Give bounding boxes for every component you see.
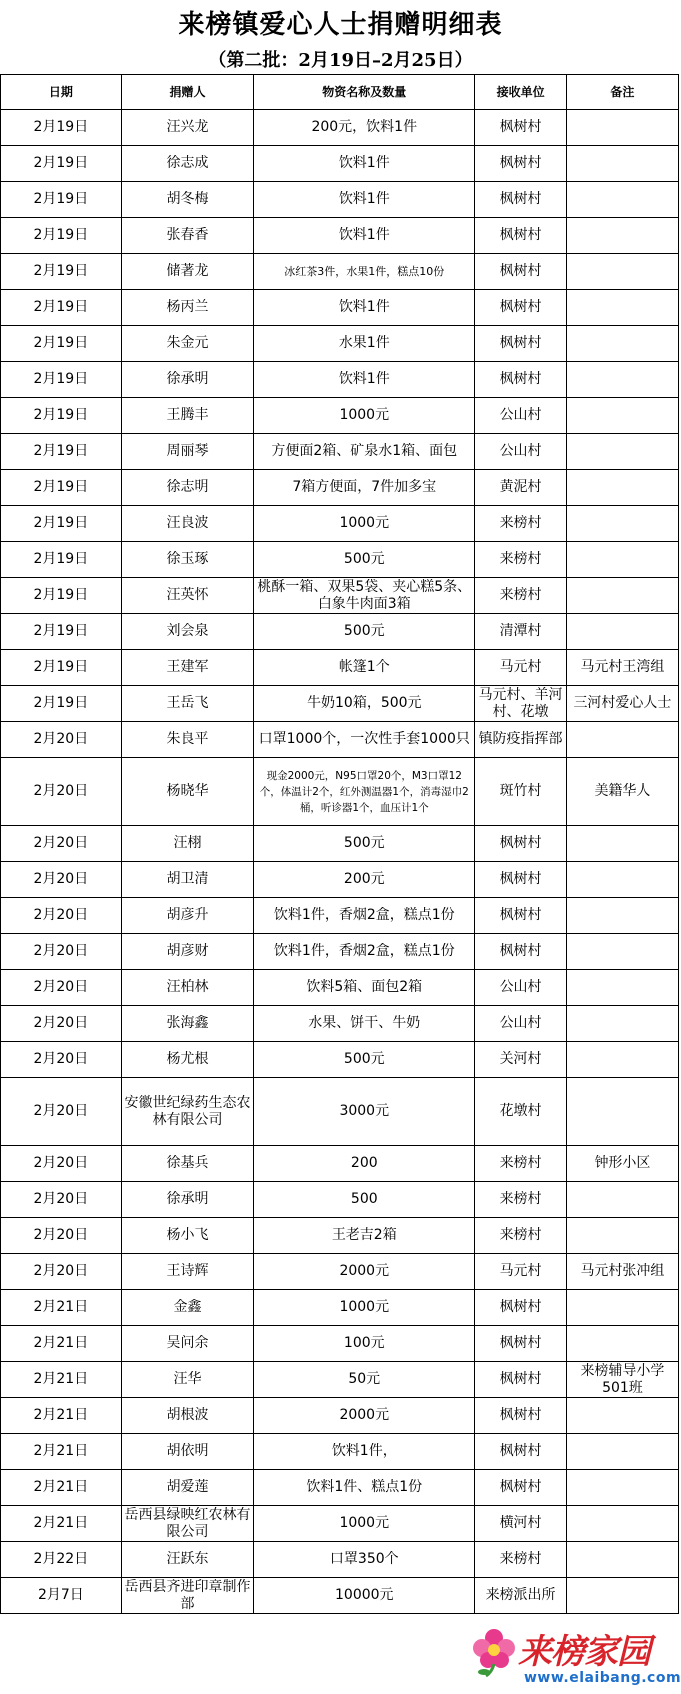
cell-note: [566, 1434, 678, 1470]
cell-donor: 储著龙: [121, 254, 254, 290]
cell-receiver: 来榜村: [475, 1218, 567, 1254]
table-row: [1, 362, 679, 398]
cell-donor: 王岳飞: [121, 686, 254, 722]
table-row: [1, 1290, 679, 1326]
cell-date: 2月19日: [1, 542, 122, 578]
cell-items: 现金2000元，N95口罩20个，M3口罩12个，体温计2个，红外测温器1个，消毒湿巾2桶，听诊器1个，血压计1个: [254, 758, 475, 826]
cell-receiver: 公山村: [475, 434, 567, 470]
cell-note: [566, 398, 678, 434]
cell-date: 2月20日: [1, 1042, 122, 1078]
table-row: [1, 146, 679, 182]
cell-receiver: 来榜村: [475, 506, 567, 542]
cell-date: 2月19日: [1, 110, 122, 146]
cell-receiver: 清潭村: [475, 614, 567, 650]
cell-donor: 徐承明: [121, 1182, 254, 1218]
cell-items: 500元: [254, 542, 475, 578]
table-row: [1, 506, 679, 542]
cell-note: [566, 1290, 678, 1326]
cell-note: 三河村爱心人士: [566, 686, 678, 722]
table-row: [1, 182, 679, 218]
cell-items: 牛奶10箱，500元: [254, 686, 475, 722]
site-logo: [460, 1620, 681, 1694]
cell-items: 100元: [254, 1326, 475, 1362]
cell-receiver: 枫树村: [475, 362, 567, 398]
header-items: 物资名称及数量: [254, 75, 475, 110]
table-row: [1, 398, 679, 434]
cell-date: 2月21日: [1, 1506, 122, 1542]
cell-note: [566, 1326, 678, 1362]
cell-note: [566, 362, 678, 398]
cell-donor: 杨尤根: [121, 1042, 254, 1078]
cell-receiver: 公山村: [475, 398, 567, 434]
cell-donor: 胡卫清: [121, 862, 254, 898]
cell-items: 口罩350个: [254, 1542, 475, 1578]
cell-receiver: 来榜村: [475, 1146, 567, 1182]
cell-note: [566, 146, 678, 182]
cell-date: 2月21日: [1, 1326, 122, 1362]
cell-items: 方便面2箱、矿泉水1箱、面包: [254, 434, 475, 470]
cell-items: 帐篷1个: [254, 650, 475, 686]
cell-note: [566, 1506, 678, 1542]
cell-donor: 杨小飞: [121, 1218, 254, 1254]
table-row: [1, 578, 679, 614]
cell-items: 冰红茶3件，水果1件，糕点10份: [254, 254, 475, 290]
table-row: [1, 1362, 679, 1398]
cell-items: 1000元: [254, 1290, 475, 1326]
cell-donor: 胡彦升: [121, 898, 254, 934]
cell-date: 2月22日: [1, 1542, 122, 1578]
table-row: [1, 326, 679, 362]
cell-date: 2月20日: [1, 1146, 122, 1182]
table-row: [1, 1254, 679, 1290]
table-row: [1, 862, 679, 898]
cell-receiver: 公山村: [475, 970, 567, 1006]
cell-note: 马元村王湾组: [566, 650, 678, 686]
cell-receiver: 花墩村: [475, 1078, 567, 1146]
cell-date: 2月19日: [1, 470, 122, 506]
cell-note: [566, 326, 678, 362]
cell-donor: 徐玉琢: [121, 542, 254, 578]
cell-receiver: 枫树村: [475, 290, 567, 326]
cell-donor: 杨晓华: [121, 758, 254, 826]
table-row: [1, 1146, 679, 1182]
cell-items: 3000元: [254, 1078, 475, 1146]
cell-date: 2月21日: [1, 1470, 122, 1506]
cell-date: 2月19日: [1, 506, 122, 542]
cell-donor: 张海鑫: [121, 1006, 254, 1042]
cell-date: 2月19日: [1, 362, 122, 398]
cell-note: [566, 470, 678, 506]
cell-note: [566, 898, 678, 934]
cell-donor: 胡彦财: [121, 934, 254, 970]
cell-note: [566, 182, 678, 218]
cell-donor: 汪栩: [121, 826, 254, 862]
cell-items: 500元: [254, 826, 475, 862]
cell-note: [566, 826, 678, 862]
cell-date: 2月21日: [1, 1434, 122, 1470]
cell-items: 水果1件: [254, 326, 475, 362]
cell-receiver: 枫树村: [475, 218, 567, 254]
page-title: 来榜镇爱心人士捐赠明细表: [178, 9, 503, 40]
cell-date: 2月20日: [1, 826, 122, 862]
cell-date: 2月19日: [1, 218, 122, 254]
cell-items: 1000元: [254, 398, 475, 434]
cell-receiver: 枫树村: [475, 254, 567, 290]
table-row: [1, 1006, 679, 1042]
cell-receiver: 枫树村: [475, 1362, 567, 1398]
cell-note: [566, 1578, 678, 1614]
cell-donor: 汪良波: [121, 506, 254, 542]
cell-note: [566, 1398, 678, 1434]
cell-donor: 朱金元: [121, 326, 254, 362]
table-row: [1, 1578, 679, 1614]
cell-note: 来榜辅导小学501班: [566, 1362, 678, 1398]
cell-donor: 徐承明: [121, 362, 254, 398]
cell-donor: 汪兴龙: [121, 110, 254, 146]
cell-date: 2月7日: [1, 1578, 122, 1614]
cell-donor: 胡根波: [121, 1398, 254, 1434]
cell-date: 2月19日: [1, 578, 122, 614]
cell-items: 10000元: [254, 1578, 475, 1614]
cell-donor: 胡爱莲: [121, 1470, 254, 1506]
table-row: [1, 1506, 679, 1542]
table-row: [1, 218, 679, 254]
cell-receiver: 枫树村: [475, 182, 567, 218]
cell-donor: 周丽琴: [121, 434, 254, 470]
cell-donor: 王建军: [121, 650, 254, 686]
cell-donor: 岳西县齐进印章制作部: [121, 1578, 254, 1614]
cell-items: 饮料1件: [254, 218, 475, 254]
table-row: [1, 1042, 679, 1078]
cell-date: 2月20日: [1, 862, 122, 898]
cell-note: [566, 290, 678, 326]
table-row: [1, 1182, 679, 1218]
cell-donor: 汪跃东: [121, 1542, 254, 1578]
cell-receiver: 镇防疫指挥部: [475, 722, 567, 758]
cell-items: 50元: [254, 1362, 475, 1398]
cell-items: 200: [254, 1146, 475, 1182]
cell-receiver: 枫树村: [475, 146, 567, 182]
cell-receiver: 马元村: [475, 650, 567, 686]
cell-receiver: 枫树村: [475, 1434, 567, 1470]
cell-items: 饮料1件: [254, 182, 475, 218]
cell-receiver: 枫树村: [475, 862, 567, 898]
cell-receiver: 马元村: [475, 1254, 567, 1290]
cell-receiver: 公山村: [475, 1006, 567, 1042]
cell-date: 2月19日: [1, 434, 122, 470]
cell-date: 2月20日: [1, 758, 122, 826]
cell-receiver: 来榜派出所: [475, 1578, 567, 1614]
cell-note: [566, 218, 678, 254]
cell-items: 500元: [254, 614, 475, 650]
cell-date: 2月19日: [1, 614, 122, 650]
cell-note: [566, 1078, 678, 1146]
cell-date: 2月20日: [1, 722, 122, 758]
cell-date: 2月20日: [1, 1006, 122, 1042]
cell-receiver: 横河村: [475, 1506, 567, 1542]
cell-note: [566, 614, 678, 650]
cell-receiver: 枫树村: [475, 934, 567, 970]
cell-items: 王老吉2箱: [254, 1218, 475, 1254]
cell-date: 2月20日: [1, 1078, 122, 1146]
table-row: [1, 970, 679, 1006]
cell-note: 钟形小区: [566, 1146, 678, 1182]
cell-donor: 杨丙兰: [121, 290, 254, 326]
table-row: [1, 434, 679, 470]
table-row: [1, 1542, 679, 1578]
cell-items: 1000元: [254, 1506, 475, 1542]
cell-note: [566, 506, 678, 542]
table-row: [1, 1078, 679, 1146]
cell-items: 1000元: [254, 506, 475, 542]
cell-donor: 吴问余: [121, 1326, 254, 1362]
cell-note: [566, 1218, 678, 1254]
cell-note: [566, 542, 678, 578]
cell-donor: 金鑫: [121, 1290, 254, 1326]
cell-items: 饮料1件: [254, 362, 475, 398]
cell-items: 水果、饼干、牛奶: [254, 1006, 475, 1042]
cell-receiver: 枫树村: [475, 326, 567, 362]
logo-name: 来榜家园: [518, 1632, 650, 1672]
cell-date: 2月20日: [1, 1254, 122, 1290]
cell-donor: 汪柏林: [121, 970, 254, 1006]
cell-note: [566, 1006, 678, 1042]
cell-note: [566, 1042, 678, 1078]
cell-items: 200元: [254, 862, 475, 898]
table-row: [1, 826, 679, 862]
cell-receiver: 枫树村: [475, 1326, 567, 1362]
header-note: 备注: [566, 75, 678, 110]
cell-note: [566, 1182, 678, 1218]
table-row: [1, 758, 679, 826]
cell-date: 2月20日: [1, 970, 122, 1006]
table-row: [1, 934, 679, 970]
cell-receiver: 斑竹村: [475, 758, 567, 826]
cell-donor: 徐基兵: [121, 1146, 254, 1182]
header-donor: 捐赠人: [121, 75, 254, 110]
cell-date: 2月19日: [1, 254, 122, 290]
cell-donor: 胡依明: [121, 1434, 254, 1470]
table-header-row: [1, 75, 679, 110]
header-date: 日期: [1, 75, 122, 110]
cell-date: 2月20日: [1, 1218, 122, 1254]
cell-donor: 刘会泉: [121, 614, 254, 650]
cell-date: 2月20日: [1, 934, 122, 970]
cell-date: 2月19日: [1, 182, 122, 218]
cell-items: 2000元: [254, 1254, 475, 1290]
cell-donor: 汪华: [121, 1362, 254, 1398]
cell-receiver: 来榜村: [475, 542, 567, 578]
table-row: [1, 650, 679, 686]
cell-date: 2月19日: [1, 686, 122, 722]
cell-donor: 岳西县绿映红农林有限公司: [121, 1506, 254, 1542]
page-subtitle: （第二批：2月19日–2月25日）: [208, 50, 473, 71]
cell-items: 饮料1件、糕点1份: [254, 1470, 475, 1506]
cell-date: 2月19日: [1, 398, 122, 434]
cell-date: 2月21日: [1, 1398, 122, 1434]
cell-items: 饮料1件，: [254, 1434, 475, 1470]
table-row: [1, 1326, 679, 1362]
table-row: [1, 686, 679, 722]
cell-note: 马元村张冲组: [566, 1254, 678, 1290]
table-row: [1, 542, 679, 578]
table-row: [1, 110, 679, 146]
cell-note: [566, 254, 678, 290]
flower-icon: [468, 1624, 520, 1678]
cell-note: [566, 110, 678, 146]
cell-donor: 徐志成: [121, 146, 254, 182]
table-row: [1, 1470, 679, 1506]
table-row: [1, 1434, 679, 1470]
cell-items: 饮料1件: [254, 146, 475, 182]
table-row: [1, 1218, 679, 1254]
cell-donor: 王诗辉: [121, 1254, 254, 1290]
cell-date: 2月19日: [1, 326, 122, 362]
cell-items: 2000元: [254, 1398, 475, 1434]
table-row: [1, 290, 679, 326]
cell-donor: 汪英怀: [121, 578, 254, 614]
cell-items: 饮料1件: [254, 290, 475, 326]
cell-date: 2月19日: [1, 146, 122, 182]
cell-note: [566, 722, 678, 758]
cell-items: 200元，饮料1件: [254, 110, 475, 146]
cell-receiver: 关河村: [475, 1042, 567, 1078]
cell-receiver: 枫树村: [475, 826, 567, 862]
cell-date: 2月20日: [1, 898, 122, 934]
cell-donor: 王腾丰: [121, 398, 254, 434]
cell-note: [566, 934, 678, 970]
cell-note: [566, 970, 678, 1006]
cell-note: [566, 1542, 678, 1578]
cell-note: 美籍华人: [566, 758, 678, 826]
table-row: [1, 254, 679, 290]
cell-items: 桃酥一箱、双果5袋、夹心糕5条、白象牛肉面3箱: [254, 578, 475, 614]
cell-items: 饮料5箱、面包2箱: [254, 970, 475, 1006]
cell-items: 饮料1件，香烟2盒，糕点1份: [254, 934, 475, 970]
cell-donor: 徐志明: [121, 470, 254, 506]
table-row: [1, 614, 679, 650]
table-row: [1, 1398, 679, 1434]
cell-note: [566, 578, 678, 614]
cell-receiver: 枫树村: [475, 1470, 567, 1506]
table-row: [1, 898, 679, 934]
donation-table: [0, 74, 679, 1614]
cell-receiver: 来榜村: [475, 578, 567, 614]
table-row: [1, 722, 679, 758]
cell-donor: 张春香: [121, 218, 254, 254]
cell-receiver: 枫树村: [475, 898, 567, 934]
cell-note: [566, 434, 678, 470]
cell-date: 2月19日: [1, 290, 122, 326]
cell-note: [566, 1470, 678, 1506]
header-receiver: 接收单位: [475, 75, 567, 110]
cell-receiver: 枫树村: [475, 1290, 567, 1326]
cell-date: 2月21日: [1, 1290, 122, 1326]
cell-items: 7箱方便面，7件加多宝: [254, 470, 475, 506]
cell-receiver: 枫树村: [475, 110, 567, 146]
cell-donor: 安徽世纪绿药生态农林有限公司: [121, 1078, 254, 1146]
table-row: [1, 470, 679, 506]
cell-items: 口罩1000个，一次性手套1000只: [254, 722, 475, 758]
cell-receiver: 来榜村: [475, 1182, 567, 1218]
cell-receiver: 来榜村: [475, 1542, 567, 1578]
cell-note: [566, 862, 678, 898]
cell-date: 2月19日: [1, 650, 122, 686]
cell-date: 2月20日: [1, 1182, 122, 1218]
cell-donor: 朱良平: [121, 722, 254, 758]
cell-receiver: 黄泥村: [475, 470, 567, 506]
logo-url[interactable]: www.elaibang.com: [524, 1670, 681, 1686]
cell-items: 饮料1件，香烟2盒，糕点1份: [254, 898, 475, 934]
cell-items: 500: [254, 1182, 475, 1218]
cell-items: 500元: [254, 1042, 475, 1078]
cell-receiver: 枫树村: [475, 1398, 567, 1434]
cell-receiver: 马元村、羊河村、花墩: [475, 686, 567, 722]
cell-donor: 胡冬梅: [121, 182, 254, 218]
cell-date: 2月21日: [1, 1362, 122, 1398]
